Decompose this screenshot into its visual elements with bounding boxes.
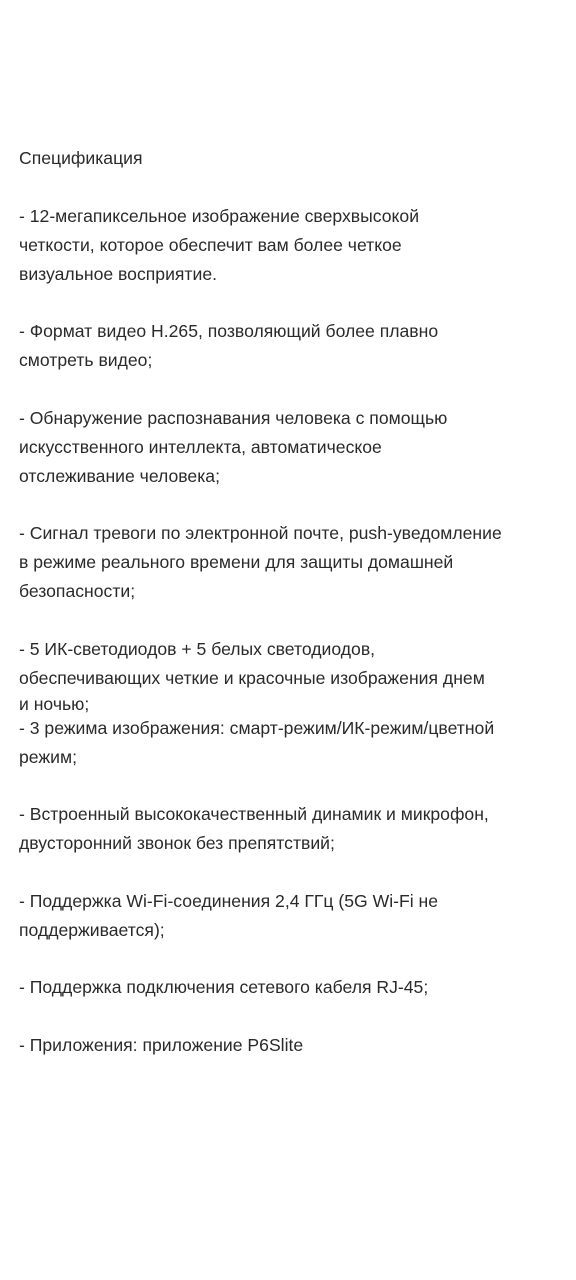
spec-line: - 5 ИК-светодиодов + 5 белых светодиодов, (19, 639, 376, 659)
spec-line: и ночью; (19, 694, 90, 714)
spec-line: безопасности; (19, 581, 136, 601)
spec-line: режим; (19, 747, 77, 767)
spec-line: - Поддержка Wi-Fi-соединения 2,4 ГГц (5G Wi-Fi не (19, 891, 439, 911)
spec-line: - Формат видео H.265, позволяющий более плавно (19, 321, 439, 341)
spec-line: - Поддержка подключения сетевого кабеля RJ-45; (19, 977, 429, 997)
spec-line: в режиме реального времени для защиты домашней (19, 552, 454, 572)
spec-line: отслеживание человека; (19, 466, 220, 486)
spec-line: визуальное восприятие. (19, 264, 217, 284)
spec-line: двусторонний звонок без препятствий; (19, 833, 335, 853)
spec-line: обеспечивающих четкие и красочные изображения днем (19, 668, 485, 688)
spec-line: четкости, которое обеспечит вам более четкое (19, 235, 402, 255)
spec-line: поддерживается); (19, 920, 165, 940)
spec-line: - Обнаружение распознавания человека с помощью (19, 408, 448, 428)
document-title: Спецификация (19, 148, 143, 168)
spec-line: - Встроенный высококачественный динамик и микрофон, (19, 804, 489, 824)
spec-line: искусственного интеллекта, автоматическое (19, 437, 382, 457)
spec-line: смотреть видео; (19, 350, 153, 370)
spec-line: - 12-мегапиксельное изображение сверхвысокой (19, 206, 420, 226)
spec-line: - Приложения: приложение P6Slite (19, 1035, 304, 1055)
spec-line: - Сигнал тревоги по электронной почте, push-уведомление (19, 523, 502, 543)
spec-line: - 3 режима изображения: смарт-режим/ИК-режим/цветной (19, 718, 495, 738)
